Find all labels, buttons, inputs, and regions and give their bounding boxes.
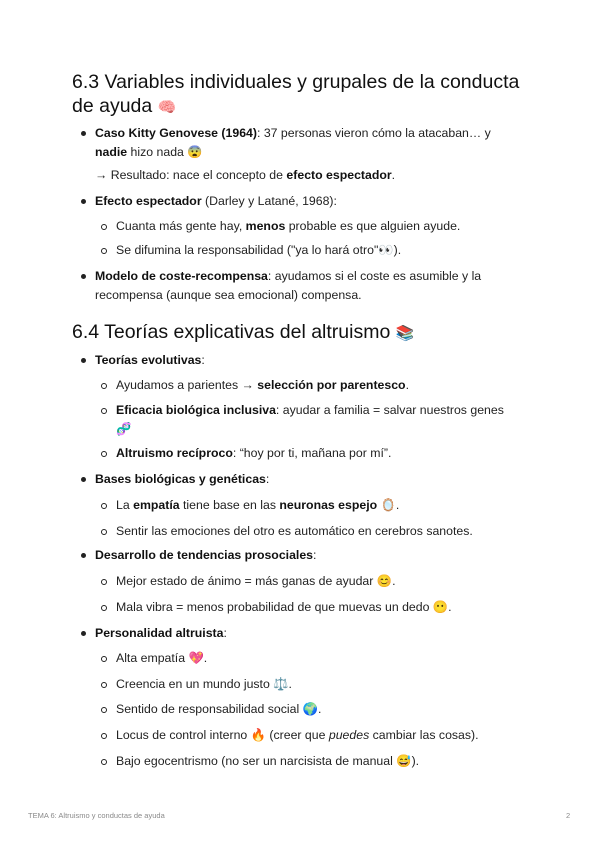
bullet (81, 631, 86, 636)
smiling-face-icon: 😊 (376, 574, 393, 588)
kitty-nadie: nadie (95, 145, 128, 159)
sub-bullet (101, 579, 107, 585)
text: . (392, 574, 396, 588)
fearful-face-icon: 😨 (187, 145, 203, 159)
sub-bullet (101, 759, 107, 765)
italic-text: puedes (328, 728, 370, 742)
sub-bullet (101, 383, 107, 389)
sub-item-personalidad-3 (116, 700, 321, 718)
sub-bullet (101, 248, 107, 254)
bullet (81, 553, 86, 558)
text: probable es que alguien ayude. (285, 219, 461, 233)
list-item-modelo-cont (95, 286, 362, 304)
sub-item-evolutivas-2-cont (116, 420, 131, 438)
sub-item-personalidad-2 (116, 675, 292, 693)
text: : ayudar a familia = salvar nuestros genes (275, 403, 504, 417)
text: : “hoy por ti, mañana por mí”. (232, 446, 392, 460)
bullet (81, 274, 86, 279)
text: Sentir las emociones del otro es automático en cerebros sanotes. (116, 524, 473, 538)
fire-icon: 🔥 (250, 728, 266, 742)
books-icon: 📚 (395, 325, 415, 342)
text: : (313, 548, 317, 562)
sub-item-bases-1 (116, 496, 399, 514)
bullet (81, 477, 86, 482)
text: Sentido de responsabilidad social (116, 702, 300, 716)
sub-bullet (101, 605, 107, 611)
list-item-efecto (95, 192, 337, 210)
efecto-label: Efecto espectador (95, 194, 202, 208)
text: cambiar las cosas). (369, 728, 479, 742)
sub-item-efecto-1 (116, 217, 460, 235)
text: Mejor estado de ánimo = más ganas de ayudar (116, 574, 374, 588)
sub-item-personalidad-5 (116, 752, 419, 770)
text: Se difumina la responsabilidad ("ya lo hará otro" (116, 243, 379, 257)
neutral-face-icon: 😶 (432, 600, 449, 614)
sub-bullet (101, 682, 107, 688)
heading-text: 6.3 Variables individuales y grupales de la conducta de ayuda (72, 71, 520, 117)
text: (creer que (265, 728, 329, 742)
mirror-icon: 🪞 (380, 498, 396, 512)
text: Alta empatía (116, 651, 186, 665)
resultado-bold: efecto espectador (286, 168, 392, 182)
list-item-evolutivas (95, 351, 205, 369)
text: . (405, 378, 409, 392)
efecto-text: (Darley y Latané, 1968): (201, 194, 337, 208)
sub-item-evolutivas-1 (116, 376, 409, 394)
bold-text: selección por parentesco (257, 378, 406, 392)
evolutivas-label: Teorías evolutivas (95, 353, 202, 367)
list-item-desarrollo (95, 546, 316, 564)
bullet (81, 199, 86, 204)
sub-item-evolutivas-3 (116, 444, 391, 462)
section-heading-6-4 (72, 320, 414, 346)
bold-text: Altruismo recíproco (116, 446, 233, 460)
globe-icon: 🌍 (302, 702, 318, 716)
resultado-suffix: . (391, 168, 396, 182)
text: Creencia en un mundo justo (116, 677, 270, 691)
list-item-kitty-cont (95, 143, 203, 161)
text: : (265, 472, 270, 486)
sub-item-desarrollo-2 (116, 598, 452, 616)
text: . (395, 498, 400, 512)
grinning-sweat-icon: 😅 (396, 754, 412, 768)
bold-text: menos (245, 219, 286, 233)
brain-icon: 🧠 (157, 99, 177, 116)
personalidad-label: Personalidad altruista (95, 626, 224, 640)
resultado-prefix: → Resultado: nace el concepto de (95, 168, 287, 182)
text: . (448, 600, 452, 614)
sub-bullet (101, 224, 107, 230)
kitty-text: : 37 personas vieron cómo la atacaban… y (256, 126, 491, 140)
sub-bullet (101, 656, 107, 662)
dna-icon: 🧬 (116, 422, 132, 436)
sub-item-efecto-2 (116, 241, 401, 259)
sub-item-personalidad-1 (116, 649, 207, 667)
text: : (201, 353, 205, 367)
sub-item-evolutivas-2 (116, 401, 504, 419)
kitty-text2: hizo nada (127, 145, 184, 159)
text: Bajo egocentrismo (no ser un narcisista de manual (116, 754, 393, 768)
text: . (288, 677, 292, 691)
resultado-line (95, 166, 395, 184)
modelo-label: Modelo de coste-recompensa (95, 269, 268, 283)
list-item-personalidad (95, 624, 227, 642)
kitty-label: Caso Kitty Genovese (1964) (95, 126, 257, 140)
list-item-kitty (95, 124, 491, 142)
sub-bullet (101, 503, 107, 509)
balance-scale-icon: ⚖️ (273, 677, 289, 691)
page-number: 2 (566, 811, 571, 820)
sub-bullet (101, 529, 107, 535)
text: . (203, 651, 208, 665)
text: Cuanta más gente hay, (116, 219, 246, 233)
modelo-line1: : ayudamos si el coste es asumible y la (267, 269, 482, 283)
desarrollo-label: Desarrollo de tendencias prosociales (95, 548, 314, 562)
bullet (81, 358, 86, 363)
text: ). (411, 754, 420, 768)
modelo-line2: recompensa (aunque sea emocional) compensa. (95, 288, 362, 302)
text: . (317, 702, 322, 716)
heart-icon: 💖 (188, 651, 204, 665)
text: ). (393, 243, 402, 257)
bold-text: Eficacia biológica inclusiva (116, 403, 276, 417)
text: Ayudamos a parientes → (116, 378, 258, 392)
text: tiene base en las (179, 498, 280, 512)
sub-item-desarrollo-1 (116, 572, 396, 590)
bases-label: Bases biológicas y genéticas (95, 472, 266, 486)
list-item-modelo (95, 267, 481, 285)
text: La (116, 498, 134, 512)
bullet (81, 131, 86, 136)
heading-text: 6.4 Teorías explicativas del altruismo (72, 321, 391, 343)
sub-item-personalidad-4 (116, 726, 479, 744)
text: Mala vibra = menos probabilidad de que muevas un dedo (116, 600, 430, 614)
section-heading-6-3 (72, 70, 542, 120)
sub-bullet (101, 408, 107, 414)
eyes-icon: 👀 (378, 243, 394, 257)
footer-title: TEMA 6: Altruismo y conductas de ayuda (28, 811, 165, 820)
bold-text: empatía (133, 498, 180, 512)
list-item-bases (95, 470, 269, 488)
text: : (223, 626, 227, 640)
sub-item-bases-2 (116, 522, 473, 540)
bold-text: neuronas espejo (279, 498, 378, 512)
sub-bullet (101, 707, 107, 713)
sub-bullet (101, 451, 107, 457)
sub-bullet (101, 733, 107, 739)
text: Locus de control interno (116, 728, 248, 742)
